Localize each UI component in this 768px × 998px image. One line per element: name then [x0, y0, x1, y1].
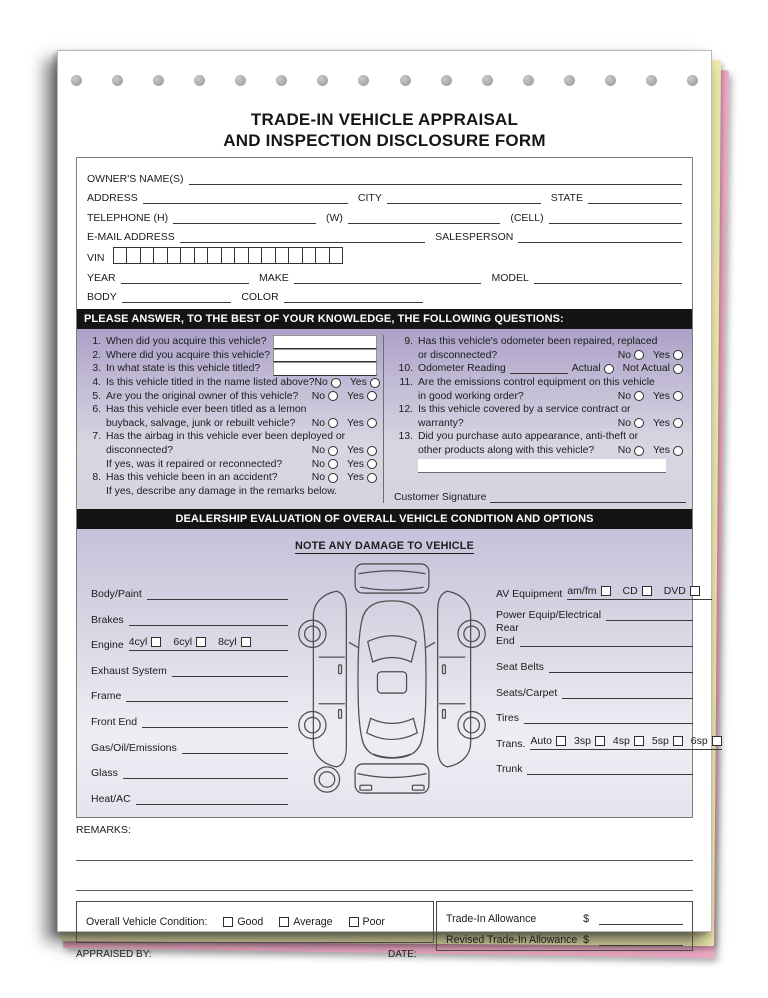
- option-label: Poor: [362, 915, 385, 928]
- option-label: 5sp: [651, 734, 669, 747]
- yes-label: Yes: [653, 390, 670, 402]
- av-equipment-options: [567, 585, 712, 600]
- model-blank[interactable]: [534, 269, 682, 284]
- answer-box[interactable]: [273, 349, 377, 363]
- telephone-w-blank[interactable]: [348, 209, 500, 224]
- field-label: Exhaust System: [91, 664, 167, 677]
- yes-label: Yes: [347, 472, 364, 484]
- q-text: Are you the original owner of this vehicle?: [106, 390, 299, 402]
- q-text: In what state is this vehicle titled?: [106, 363, 261, 375]
- q-text: Where did you acquire this vehicle?: [106, 349, 271, 361]
- field-label: Brakes: [91, 613, 124, 626]
- vin-cell[interactable]: [207, 247, 222, 264]
- no-label: No: [311, 445, 326, 457]
- remarks-line-1[interactable]: [76, 836, 693, 861]
- salesperson-blank[interactable]: [518, 228, 682, 243]
- appraised-by-row: [76, 949, 434, 962]
- punch-hole-icon: [400, 75, 411, 86]
- car-diagram-svg: [288, 562, 496, 795]
- vin-cell[interactable]: [221, 247, 236, 264]
- field-blank[interactable]: [520, 634, 693, 647]
- yes-label: Yes: [653, 349, 670, 361]
- yes-radio[interactable]: [367, 391, 377, 401]
- field-label: Gas/Oil/Emissions: [91, 741, 177, 754]
- telephone-w-label: (W): [326, 211, 343, 224]
- field-blank[interactable]: [172, 664, 288, 677]
- address-row: [87, 185, 682, 205]
- actual-radio[interactable]: [604, 364, 614, 374]
- condition-good-checkbox[interactable]: [223, 917, 233, 927]
- owners-name-blank[interactable]: [189, 170, 682, 185]
- questions-right-column: [383, 335, 689, 503]
- field-label: Engine: [91, 639, 124, 652]
- body-color-row: [87, 284, 682, 304]
- no-label: No: [617, 390, 632, 402]
- field-blank[interactable]: [606, 608, 693, 621]
- engine-4cyl-checkbox[interactable]: [151, 637, 161, 647]
- field-blank[interactable]: [147, 587, 288, 600]
- questions-left-column: [77, 335, 383, 503]
- punch-hole-icon: [605, 75, 616, 86]
- punch-hole-icon: [646, 75, 657, 86]
- no-label: No: [311, 458, 326, 470]
- field-blank[interactable]: [562, 686, 693, 699]
- q-number: 9.: [404, 336, 413, 348]
- q-number: 10.: [398, 363, 413, 375]
- vin-cell[interactable]: [167, 247, 182, 264]
- field-label: Trans.: [496, 737, 526, 750]
- punch-hole-icon: [276, 75, 287, 86]
- vin-cell[interactable]: [194, 247, 209, 264]
- q-text: Is this vehicle covered by a service contract or: [418, 404, 631, 416]
- remarks-line-2[interactable]: [76, 861, 693, 891]
- trade-in-allowance-row: [446, 906, 683, 925]
- field-label: End: [496, 635, 515, 648]
- yes-radio[interactable]: [673, 350, 683, 360]
- punch-hole-icon: [235, 75, 246, 86]
- field-label: Frame: [91, 690, 122, 703]
- transmission-options: [530, 735, 721, 750]
- q-text: other products along with this vehicle?: [418, 445, 595, 457]
- year-label: YEAR: [87, 271, 116, 284]
- field-label: Seat Belts: [496, 660, 544, 673]
- yes-label: Yes: [347, 390, 364, 402]
- no-radio[interactable]: [328, 418, 338, 428]
- no-label: No: [617, 417, 632, 429]
- punch-hole-icon: [317, 75, 328, 86]
- address-label: ADDRESS: [87, 192, 138, 204]
- dollar-sign: $: [583, 912, 589, 925]
- remarks-label: REMARKS:: [76, 823, 131, 836]
- q-number: 4.: [92, 377, 101, 389]
- no-radio[interactable]: [634, 418, 644, 428]
- answer-box[interactable]: [273, 362, 377, 376]
- make-label: MAKE: [259, 271, 289, 284]
- no-radio[interactable]: [328, 446, 338, 456]
- q-text: disconnected?: [106, 445, 174, 457]
- q-text: warranty?: [418, 417, 464, 429]
- revised-allowance-label: Revised Trade-In Allowance: [446, 933, 578, 946]
- condition-average-checkbox[interactable]: [279, 917, 289, 927]
- vin-cell[interactable]: [329, 247, 344, 264]
- color-blank[interactable]: [284, 288, 423, 303]
- car-rear-view: [355, 764, 429, 793]
- no-label: No: [311, 472, 326, 484]
- q-number: 8.: [92, 472, 101, 484]
- telephone-cell-blank[interactable]: [549, 209, 682, 224]
- q-number: 1.: [92, 336, 101, 348]
- option-label: Good: [237, 915, 264, 928]
- q-number: 7.: [92, 431, 101, 443]
- not-actual-label: Not Actual: [622, 363, 670, 375]
- option-label: 6sp: [690, 734, 708, 747]
- q-text: buyback, salvage, junk or rebuilt vehicle?: [106, 417, 296, 429]
- vin-cell[interactable]: [288, 247, 303, 264]
- vin-cell[interactable]: [140, 247, 155, 264]
- av-dvd-checkbox[interactable]: [690, 586, 700, 596]
- q-text: or disconnected?: [418, 349, 498, 361]
- q-text: Has this vehicle ever been titled as a lemon: [106, 404, 307, 416]
- no-label: No: [311, 417, 326, 429]
- overall-condition-label: Overall Vehicle Condition:: [86, 915, 208, 928]
- yes-label: Yes: [653, 445, 670, 457]
- owner-info-section: [77, 158, 692, 309]
- address-blank[interactable]: [143, 189, 348, 204]
- yes-radio[interactable]: [673, 418, 683, 428]
- option-label: CD: [622, 585, 638, 598]
- option-label: Average: [293, 915, 333, 928]
- condition-poor-checkbox[interactable]: [349, 917, 359, 927]
- option-label: am/fm: [567, 585, 597, 598]
- q-number: 5.: [92, 390, 101, 402]
- option-label: DVD: [663, 585, 686, 598]
- customer-signature-label: Customer Signature: [394, 492, 487, 504]
- field-label: Trunk: [496, 763, 523, 776]
- yes-radio[interactable]: [367, 459, 377, 469]
- yes-label: Yes: [653, 417, 670, 429]
- date-label: DATE:: [388, 948, 417, 960]
- not-actual-radio[interactable]: [673, 364, 683, 374]
- salesperson-label: SALESPERSON: [435, 231, 514, 243]
- color-label: COLOR: [241, 291, 279, 303]
- field-blank[interactable]: [524, 711, 693, 724]
- field-label: Heat/AC: [91, 792, 131, 805]
- av-cd-checkbox[interactable]: [642, 586, 652, 596]
- punch-hole-icon: [687, 75, 698, 86]
- allowance-box: [436, 901, 693, 951]
- telephone-row: [87, 204, 682, 224]
- field-blank[interactable]: [129, 613, 288, 626]
- q-text: Has this vehicle been in an accident?: [106, 472, 278, 484]
- q-number: 6.: [92, 404, 101, 416]
- option-label: 4cyl: [128, 636, 148, 649]
- field-blank[interactable]: [527, 762, 693, 775]
- damage-note-title: NOTE ANY DAMAGE TO VEHICLE: [295, 540, 474, 553]
- field-label: Seats/Carpet: [496, 686, 558, 699]
- q-text: Odometer Reading: [418, 363, 506, 375]
- q-text: If yes, was it repaired or reconnected?: [106, 458, 283, 470]
- no-radio[interactable]: [328, 391, 338, 401]
- car-top-view: [349, 601, 434, 758]
- dollar-sign: $: [583, 933, 589, 946]
- field-label: AV Equipment: [496, 588, 563, 601]
- punch-hole-icon: [112, 75, 123, 86]
- vin-cell[interactable]: [113, 247, 128, 264]
- bottom-section: [76, 901, 693, 962]
- q-text: Is this vehicle titled in the name listed above?: [106, 377, 315, 389]
- punch-hole-icon: [441, 75, 452, 86]
- trade-in-allowance-label: Trade-In Allowance: [446, 912, 537, 925]
- q-number: 2.: [92, 349, 101, 361]
- punch-hole-icon: [482, 75, 493, 86]
- no-radio[interactable]: [328, 459, 338, 469]
- email-label: E-MAIL ADDRESS: [87, 231, 175, 243]
- evaluation-right-column: [496, 574, 708, 804]
- revised-allowance-row: [446, 927, 683, 946]
- evaluation-header-bar: DEALERSHIP EVALUATION OF OVERALL VEHICLE CONDITION AND OPTIONS: [77, 509, 692, 529]
- appraised-by-label: APPRAISED BY:: [76, 948, 152, 960]
- vin-label: VIN: [87, 252, 105, 264]
- field-label: Rear: [496, 622, 519, 635]
- q-text: Did you purchase auto appearance, anti-theft or: [418, 431, 639, 443]
- vin-cells: [114, 247, 344, 264]
- yes-radio[interactable]: [673, 446, 683, 456]
- trans-5sp-checkbox[interactable]: [673, 736, 683, 746]
- q-text: Are the emissions control equipment on this vehicle: [418, 377, 655, 389]
- vin-cell[interactable]: [275, 247, 290, 264]
- no-radio[interactable]: [634, 446, 644, 456]
- form-title-line2: AND INSPECTION DISCLOSURE FORM: [223, 131, 546, 150]
- punch-hole-icon: [71, 75, 82, 86]
- punch-hole-icon: [194, 75, 205, 86]
- trans-4sp-checkbox[interactable]: [634, 736, 644, 746]
- trans-6sp-checkbox[interactable]: [712, 736, 722, 746]
- engine-6cyl-checkbox[interactable]: [196, 637, 206, 647]
- body-label: BODY: [87, 291, 117, 303]
- model-label: MODEL: [491, 271, 529, 284]
- no-radio[interactable]: [634, 391, 644, 401]
- telephone-h-blank[interactable]: [173, 209, 316, 224]
- evaluation-section: [77, 529, 708, 816]
- yes-radio[interactable]: [367, 473, 377, 483]
- spare-tire: [314, 767, 339, 792]
- carbonless-form-stack: [57, 50, 712, 960]
- actual-label: Actual: [571, 363, 601, 375]
- no-label: No: [617, 349, 632, 361]
- state-label: STATE: [550, 192, 583, 204]
- customer-signature-blank[interactable]: [490, 488, 686, 503]
- vehicle-damage-diagram: [288, 562, 496, 804]
- form-main-box: [76, 157, 708, 818]
- trade-in-allowance-blank[interactable]: [599, 912, 683, 925]
- vin-cell[interactable]: [180, 247, 195, 264]
- revised-allowance-blank[interactable]: [599, 933, 683, 946]
- yes-radio[interactable]: [370, 378, 380, 388]
- field-blank[interactable]: [549, 660, 693, 673]
- form-page: [57, 50, 712, 960]
- field-label: Power Equip/Electrical: [496, 609, 602, 622]
- punch-hole-icon: [564, 75, 575, 86]
- trans-auto-checkbox[interactable]: [556, 736, 566, 746]
- no-radio[interactable]: [328, 473, 338, 483]
- field-blank[interactable]: [142, 715, 288, 728]
- q-number: 13.: [398, 431, 413, 443]
- field-blank[interactable]: [126, 689, 288, 702]
- questions-section: [77, 329, 692, 509]
- vin-cell[interactable]: [153, 247, 168, 264]
- overall-condition-box: [76, 901, 434, 943]
- answer-box[interactable]: [273, 335, 377, 349]
- city-blank[interactable]: [387, 189, 541, 204]
- engine-options: [129, 636, 288, 651]
- field-blank[interactable]: [182, 741, 288, 754]
- customer-signature-row: [389, 487, 686, 503]
- engine-8cyl-checkbox[interactable]: [241, 637, 251, 647]
- make-blank[interactable]: [294, 269, 482, 284]
- email-row: [87, 224, 682, 244]
- form-title: [76, 51, 693, 151]
- q13-answer-blank[interactable]: [418, 459, 666, 473]
- q-text: If yes, describe any damage in the remarks below.: [106, 485, 338, 497]
- yes-label: Yes: [347, 458, 364, 470]
- owners-name-label: OWNER'S NAME(S): [87, 172, 184, 185]
- option-label: 8cyl: [218, 636, 237, 649]
- punch-hole-icon: [523, 75, 534, 86]
- evaluation-left-column: [91, 574, 288, 804]
- yes-label: Yes: [347, 417, 364, 429]
- no-radio[interactable]: [634, 350, 644, 360]
- telephone-h-label: TELEPHONE (H): [87, 211, 169, 224]
- field-blank[interactable]: [123, 766, 288, 779]
- no-label: No: [311, 390, 326, 402]
- option-label: 6cyl: [173, 636, 193, 649]
- option-label: Auto: [530, 734, 552, 747]
- yes-label: Yes: [347, 445, 364, 457]
- vin-cell[interactable]: [302, 247, 317, 264]
- field-label: Body/Paint: [91, 587, 142, 600]
- av-amfm-checkbox[interactable]: [601, 586, 611, 596]
- no-label: No: [617, 445, 632, 457]
- vin-cell[interactable]: [315, 247, 330, 264]
- punch-hole-icon: [358, 75, 369, 86]
- car-side-view: [299, 591, 347, 767]
- q-number: 3.: [92, 363, 101, 375]
- field-label: Glass: [91, 767, 118, 780]
- option-label: 4sp: [612, 734, 630, 747]
- telephone-cell-label: (CELL): [510, 211, 544, 224]
- email-blank[interactable]: [180, 228, 425, 243]
- body-blank[interactable]: [122, 288, 232, 303]
- odometer-blank[interactable]: [510, 363, 568, 374]
- yes-radio[interactable]: [367, 418, 377, 428]
- vin-cell[interactable]: [126, 247, 141, 264]
- punch-hole-icon: [153, 75, 164, 86]
- field-blank[interactable]: [136, 792, 288, 805]
- yes-radio[interactable]: [673, 391, 683, 401]
- year-make-model-row: [87, 264, 682, 284]
- vin-cell[interactable]: [234, 247, 249, 264]
- q-text: When did you acquire this vehicle?: [106, 336, 267, 348]
- field-label: Tires: [496, 712, 519, 725]
- field-label: Front End: [91, 715, 138, 728]
- city-label: CITY: [357, 192, 382, 204]
- form-title-line1: TRADE-IN VEHICLE APPRAISAL: [250, 110, 519, 129]
- q-number: 12.: [398, 404, 413, 416]
- q-text: Has this vehicle's odometer been repaired, replaced: [418, 336, 658, 348]
- year-blank[interactable]: [121, 269, 249, 284]
- no-radio[interactable]: [331, 378, 341, 388]
- vin-cell[interactable]: [261, 247, 276, 264]
- vin-cell[interactable]: [248, 247, 263, 264]
- owner-name-row: [87, 165, 682, 185]
- no-label: No: [314, 377, 328, 389]
- option-label: 3sp: [573, 734, 591, 747]
- q-text: in good working order?: [418, 390, 524, 402]
- q-text: Has the airbag in this vehicle ever been deployed or: [106, 431, 346, 443]
- questions-header-bar: PLEASE ANSWER, TO THE BEST OF YOUR KNOWLEDGE, THE FOLLOWING QUESTIONS:: [77, 309, 692, 329]
- q-number: 11.: [399, 377, 413, 389]
- yes-radio[interactable]: [367, 446, 377, 456]
- punch-holes-row: [71, 75, 698, 86]
- yes-label: Yes: [349, 377, 367, 389]
- state-blank[interactable]: [588, 189, 682, 204]
- vin-row: [87, 243, 682, 264]
- trans-3sp-checkbox[interactable]: [595, 736, 605, 746]
